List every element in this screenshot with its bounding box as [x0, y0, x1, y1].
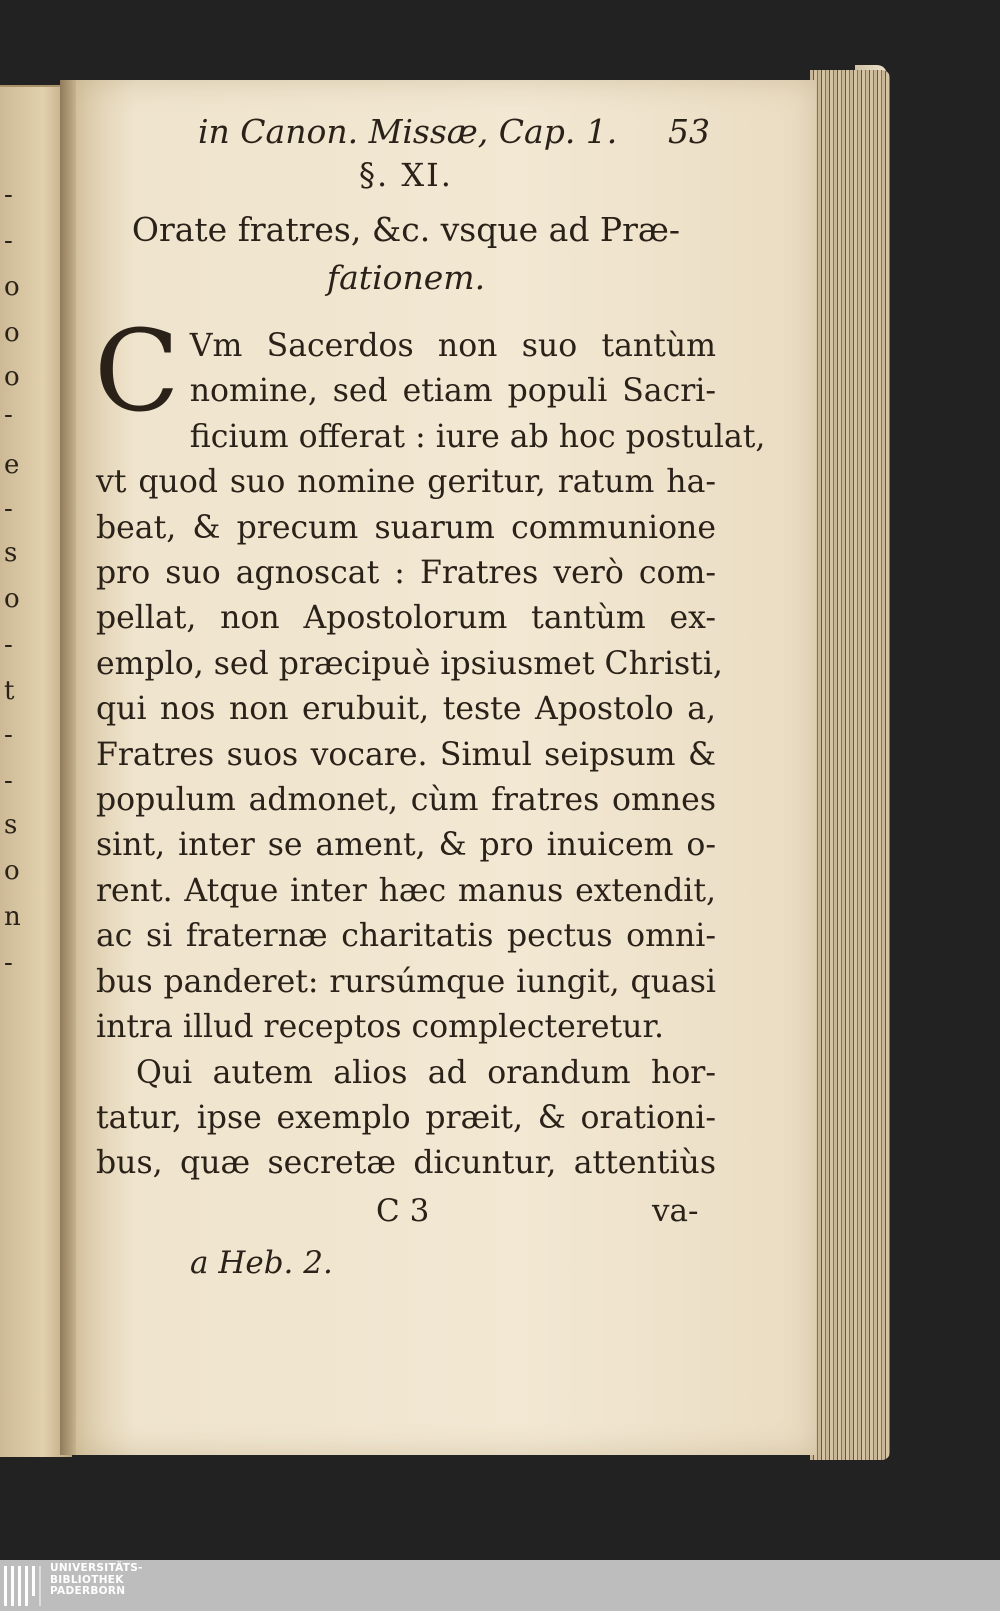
- left-page-char: o: [4, 318, 20, 348]
- left-page-char: -: [4, 630, 13, 660]
- page-footer: [96, 1193, 716, 1239]
- library-name-line: BIBLIOTHEK: [50, 1573, 124, 1586]
- left-page-char: -: [4, 494, 13, 524]
- text-line: emplo, sed præcipuè ipsiusmet Christi,: [96, 645, 723, 682]
- left-page-char: o: [4, 584, 20, 614]
- left-page-char: e: [4, 450, 20, 480]
- page-stack-edges: [810, 70, 890, 1460]
- text-line: rent. Atque inter hæc manus extendit,: [96, 872, 716, 909]
- text-line: intra illud receptos complecteretur.: [96, 1009, 665, 1046]
- text-line: populum admonet, cùm fratres omnes: [96, 782, 716, 819]
- text-line: Fratres suos vocare. Simul seipsum &: [96, 736, 716, 773]
- left-page-char: -: [4, 226, 13, 256]
- text-line: ficium offerat : iure ab hoc postulat,: [189, 418, 766, 455]
- left-page-char: -: [4, 720, 13, 750]
- page-number: 53: [668, 112, 710, 151]
- text-line: qui nos non erubuit, teste Apostolo a,: [96, 691, 716, 728]
- text-line: Qui autem alios ad orandum hor-: [136, 1054, 716, 1091]
- left-page-char: s: [4, 538, 18, 568]
- left-page-char: n: [4, 902, 21, 932]
- left-page-char: s: [4, 810, 18, 840]
- left-page-char: -: [4, 180, 13, 210]
- text-line: bus, quæ secretæ dicuntur, attentiùs: [96, 1145, 716, 1182]
- left-page-char: o: [4, 362, 20, 392]
- text-line: beat, & precum suarum communione: [96, 509, 716, 546]
- catchword: va-: [652, 1192, 699, 1229]
- text-line: nomine, sed etiam populi Sacri-: [189, 373, 716, 410]
- section-title: [96, 206, 716, 302]
- text-line: Vm Sacerdos non suo tantùm: [189, 328, 716, 364]
- left-page-char: -: [4, 766, 13, 796]
- library-name-line: UNIVERSITÄTS-: [50, 1562, 143, 1574]
- footnote: a Heb. 2.: [190, 1244, 333, 1281]
- left-page-char: t: [4, 676, 15, 706]
- signature-mark: C 3: [376, 1192, 430, 1229]
- text-line: bus panderet: rursúmque iungit, quasi: [96, 963, 716, 1000]
- running-title: in Canon. Missæ, Cap. 1.: [198, 112, 618, 151]
- library-name: [50, 1563, 143, 1598]
- text-line: pro suo agnoscat : Fratres verò com-: [96, 555, 716, 592]
- left-page-char: o: [4, 856, 20, 886]
- left-page-char: -: [4, 400, 13, 430]
- section-title-line: fationem.: [326, 258, 486, 297]
- text-line: ac si fraternæ charitatis pectus omni-: [96, 918, 716, 955]
- running-head: [96, 112, 716, 152]
- library-footer-bar: [0, 1560, 1000, 1611]
- left-page-char: -: [4, 948, 13, 978]
- paragraph-2: [96, 1051, 716, 1187]
- body-text: [94, 307, 766, 1187]
- section-title-line: Orate fratres, &c. vsque ad Præ-: [131, 210, 681, 249]
- text-line: tatur, ipse exemplo præit, & orationi-: [96, 1099, 716, 1136]
- text-line: pellat, non Apostolorum tantùm ex-: [96, 600, 716, 637]
- library-logo-icon: [4, 1566, 40, 1606]
- page-content: [94, 112, 766, 1281]
- text-line: vt quod suo nomine geritur, ratum ha-: [96, 464, 716, 501]
- text-line: sint, inter se ament, & pro inuicem o-: [96, 827, 716, 864]
- library-name-line: PADERBORN: [50, 1585, 126, 1597]
- drop-cap: C: [94, 307, 180, 437]
- left-page-char: o: [4, 272, 20, 302]
- paragraph-1: [94, 307, 766, 1051]
- section-number: §. XI.: [359, 156, 453, 194]
